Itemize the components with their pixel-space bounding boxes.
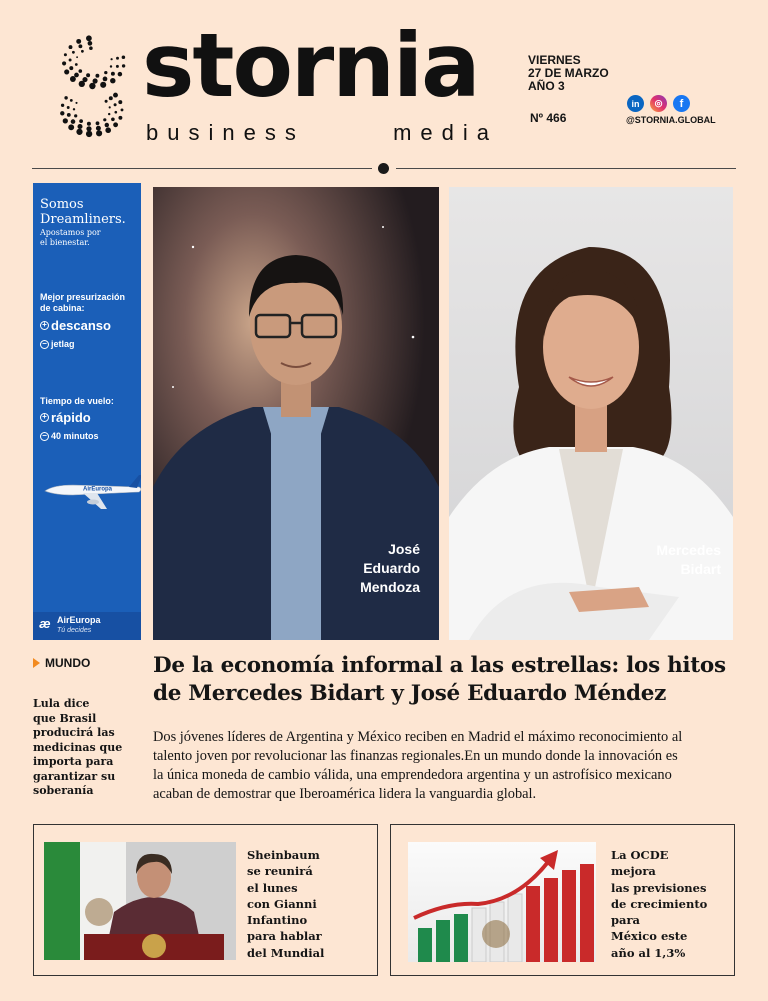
social-handle[interactable]: @STORNIA.GLOBAL [626, 115, 716, 125]
ad-block2-heading: Tiempo de vuelo: [40, 396, 114, 406]
brand-name: stornia [142, 14, 479, 117]
divider-right [396, 168, 736, 169]
divider-left [32, 168, 372, 169]
plus-icon: + [40, 413, 49, 422]
facebook-icon[interactable]: f [673, 95, 690, 112]
growth-bars-icon [408, 842, 596, 962]
stornia-logo-icon [54, 32, 132, 140]
thumb-ocde [408, 842, 596, 962]
caption-jose: José Eduardo Mendoza [360, 541, 420, 595]
airline-ad[interactable] [33, 183, 141, 640]
ad-subtitle: Apostamos por el bienestar. [40, 228, 101, 247]
social-links [627, 95, 690, 112]
thumb-sheinbaum [44, 842, 236, 960]
brand-tagline [146, 120, 498, 146]
story-box-sheinbaum[interactable] [33, 824, 378, 976]
tagline-word-media: media [393, 120, 498, 145]
issue-number: Nº 466 [530, 111, 567, 125]
minus-icon: − [40, 432, 49, 441]
instagram-icon[interactable]: ◎ [650, 95, 667, 112]
minus-icon: − [40, 340, 49, 349]
linkedin-icon[interactable]: in [627, 95, 644, 112]
ad-block1-minus: − jetlag [40, 339, 75, 349]
podium-photo-icon [44, 842, 236, 960]
triangle-icon [33, 658, 40, 668]
story-text-ocde: La OCDE mejora las previsiones de crecimiento para México este año al 1,3% [611, 848, 708, 960]
issue-date: VIERNES 27 DE MARZO AÑO 3 [528, 53, 609, 93]
plus-icon: + [40, 321, 49, 330]
airplane-icon [43, 475, 141, 515]
ad-title: Somos Dreamliners. [40, 197, 126, 227]
caption-mercedes: Mercedes Bidart [656, 542, 721, 577]
ad-block1-heading: Mejor presurización de cabina: [40, 292, 126, 313]
main-lede: Dos jóvenes líderes de Argentina y México reciben en Madrid el máximo reconocimiento al talento joven por revolucionar las finanzas regionales.En un mundo donde la innovación es la única moneda de cambio válida, una emprendedora argentina y un astrofísico mexicano acaban de demostrar que Iberoamérica lidera la vanguardia global. [153, 729, 683, 802]
story-box-ocde[interactable] [390, 824, 735, 976]
story-text-sheinbaum: Sheinbaum se reunirá el lunes con Gianni Infantino para hablar del Mundial [247, 848, 325, 960]
ad-block2-plus: + rápido [40, 410, 91, 425]
ad-brand: AirEuropa [57, 615, 101, 625]
side-story-lula[interactable]: Lula dice que Brasil producirá las medicinas que importa para garantizar su soberanía [33, 697, 123, 797]
aireuropa-logo-icon: æ [39, 616, 51, 631]
section-mundo[interactable]: MUNDO [33, 656, 90, 670]
svg-text:AirEuropa: AirEuropa [83, 486, 113, 493]
main-headline[interactable]: De la economía informal a las estrellas: los hitos de Mercedes Bidart y José Eduardo Méndez [153, 653, 726, 706]
divider-dot-icon [378, 163, 389, 174]
ad-block1-plus: + descanso [40, 318, 111, 333]
ad-block2-minus: − 40 minutos [40, 431, 99, 441]
tagline-word-business: business [146, 120, 305, 145]
ad-tag: Tú decides [57, 627, 92, 634]
